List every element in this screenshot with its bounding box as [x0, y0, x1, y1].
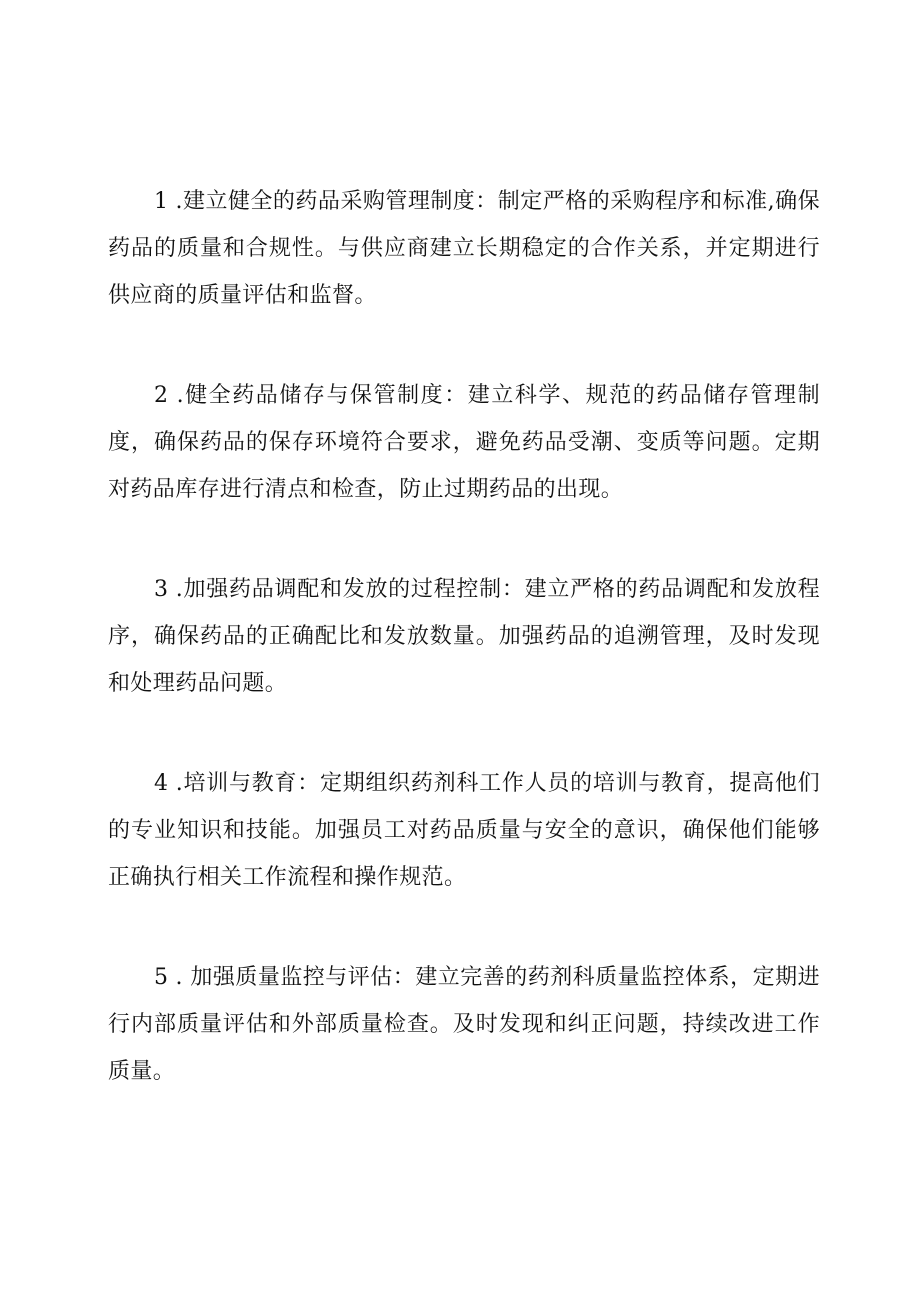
item-number: 1: [154, 189, 168, 214]
item-text: .建立健全的药品采购管理制度：制定严格的采购程序和标准,确保药品的质量和合规性。与供应商建立长期稳定的合作关系，并定期进行供应商的质量评估和监督。: [108, 189, 820, 308]
list-item: [108, 178, 820, 319]
item-number: 2: [154, 383, 168, 408]
list-item: [108, 566, 820, 707]
item-text: . 加强质量监控与评估：建立完善的药剂科质量监控体系，定期进行内部质量评估和外部质量检查。及时发现和纠正问题，持续改进工作质量。: [108, 965, 820, 1084]
item-text: .培训与教育：定期组织药剂科工作人员的培训与教育，提高他们的专业知识和技能。加强员工对药品质量与安全的意识，确保他们能够正确执行相关工作流程和操作规范。: [108, 771, 820, 890]
list-item: [108, 954, 820, 1095]
item-text: .加强药品调配和发放的过程控制：建立严格的药品调配和发放程序，确保药品的正确配比和发放数量。加强药品的追溯管理，及时发现和处理药品问题。: [108, 577, 820, 696]
document-body: [108, 178, 820, 1148]
item-number: 4: [154, 771, 168, 796]
item-number: 5: [154, 965, 168, 990]
list-item: [108, 760, 820, 901]
list-item: [108, 372, 820, 513]
item-number: 3: [154, 577, 168, 602]
item-text: .健全药品储存与保管制度：建立科学、规范的药品储存管理制度，确保药品的保存环境符合要求，避免药品受潮、变质等问题。定期对药品库存进行清点和检查，防止过期药品的出现。: [108, 383, 820, 502]
